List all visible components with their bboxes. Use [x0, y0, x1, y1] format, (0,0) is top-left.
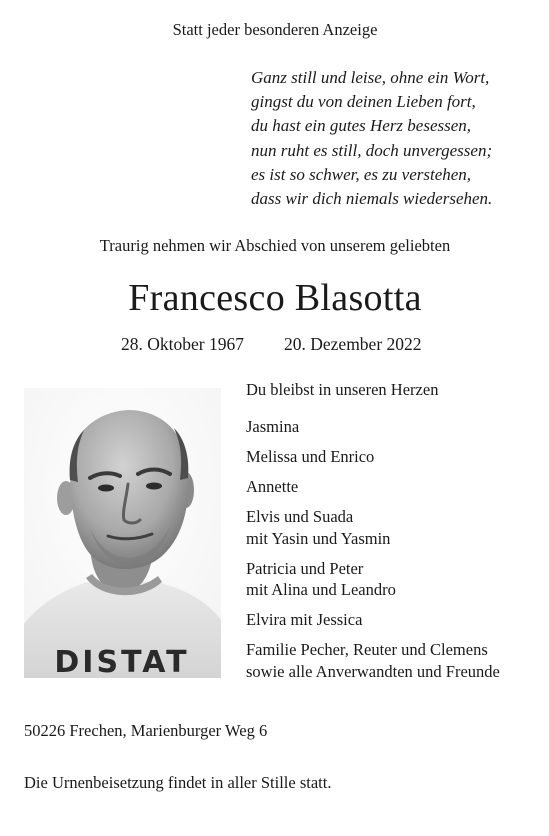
mourner-group	[246, 558, 546, 601]
mourners-list	[246, 416, 546, 691]
mourner-group	[246, 639, 546, 682]
poem-line: gingst du von deinen Lieben fort,	[251, 92, 476, 112]
subline: Du bleibst in unseren Herzen	[246, 380, 439, 399]
death-date: 20. Dezember 2022	[284, 334, 422, 354]
mourner-line: Elvira mit Jessica	[246, 610, 363, 629]
mourner-line: Jasmina	[246, 417, 300, 436]
poem-line: nun ruht es still, doch unvergessen;	[251, 140, 493, 160]
birth-date: 28. Oktober 1967	[121, 334, 244, 354]
mourner-group	[246, 416, 546, 438]
burial-note: Die Urnenbeisetzung findet in aller Stille statt.	[24, 773, 332, 792]
poem-line: dass wir dich niemals wiedersehen.	[251, 189, 493, 209]
life-dates	[121, 334, 451, 355]
shirt-print: DISTAT	[54, 645, 190, 678]
address: 50226 Frechen, Marienburger Weg 6	[24, 721, 268, 740]
header-text: Statt jeder besonderen Anzeige	[172, 20, 378, 39]
mourner-line: mit Alina und Leandro	[246, 580, 396, 599]
poem	[251, 66, 541, 211]
mourner-line: Melissa und Enrico	[246, 447, 375, 466]
mourner-line: Familie Pecher, Reuter und Clemens	[246, 640, 488, 659]
mourner-line: Elvis und Suada	[246, 507, 354, 526]
portrait-photo	[24, 388, 221, 678]
intro-text: Traurig nehmen wir Abschied von unserem geliebten	[99, 236, 451, 255]
mourner-group	[246, 609, 546, 631]
mourner-group	[246, 506, 546, 549]
poem-line: du hast ein gutes Herz besessen,	[251, 116, 472, 136]
mourner-group	[246, 446, 546, 468]
mourner-group	[246, 476, 546, 498]
mourner-line: mit Yasin und Yasmin	[246, 528, 391, 548]
mourner-line: Annette	[246, 477, 299, 496]
mourner-line: sowie alle Anverwandten und Freunde	[246, 661, 500, 681]
poem-line: Ganz still und leise, ohne ein Wort,	[251, 68, 490, 87]
poem-line: es ist so schwer, es zu verstehen,	[251, 164, 472, 184]
mourner-line: Patricia und Peter	[246, 558, 364, 578]
deceased-name: Francesco Blasotta	[128, 277, 422, 319]
